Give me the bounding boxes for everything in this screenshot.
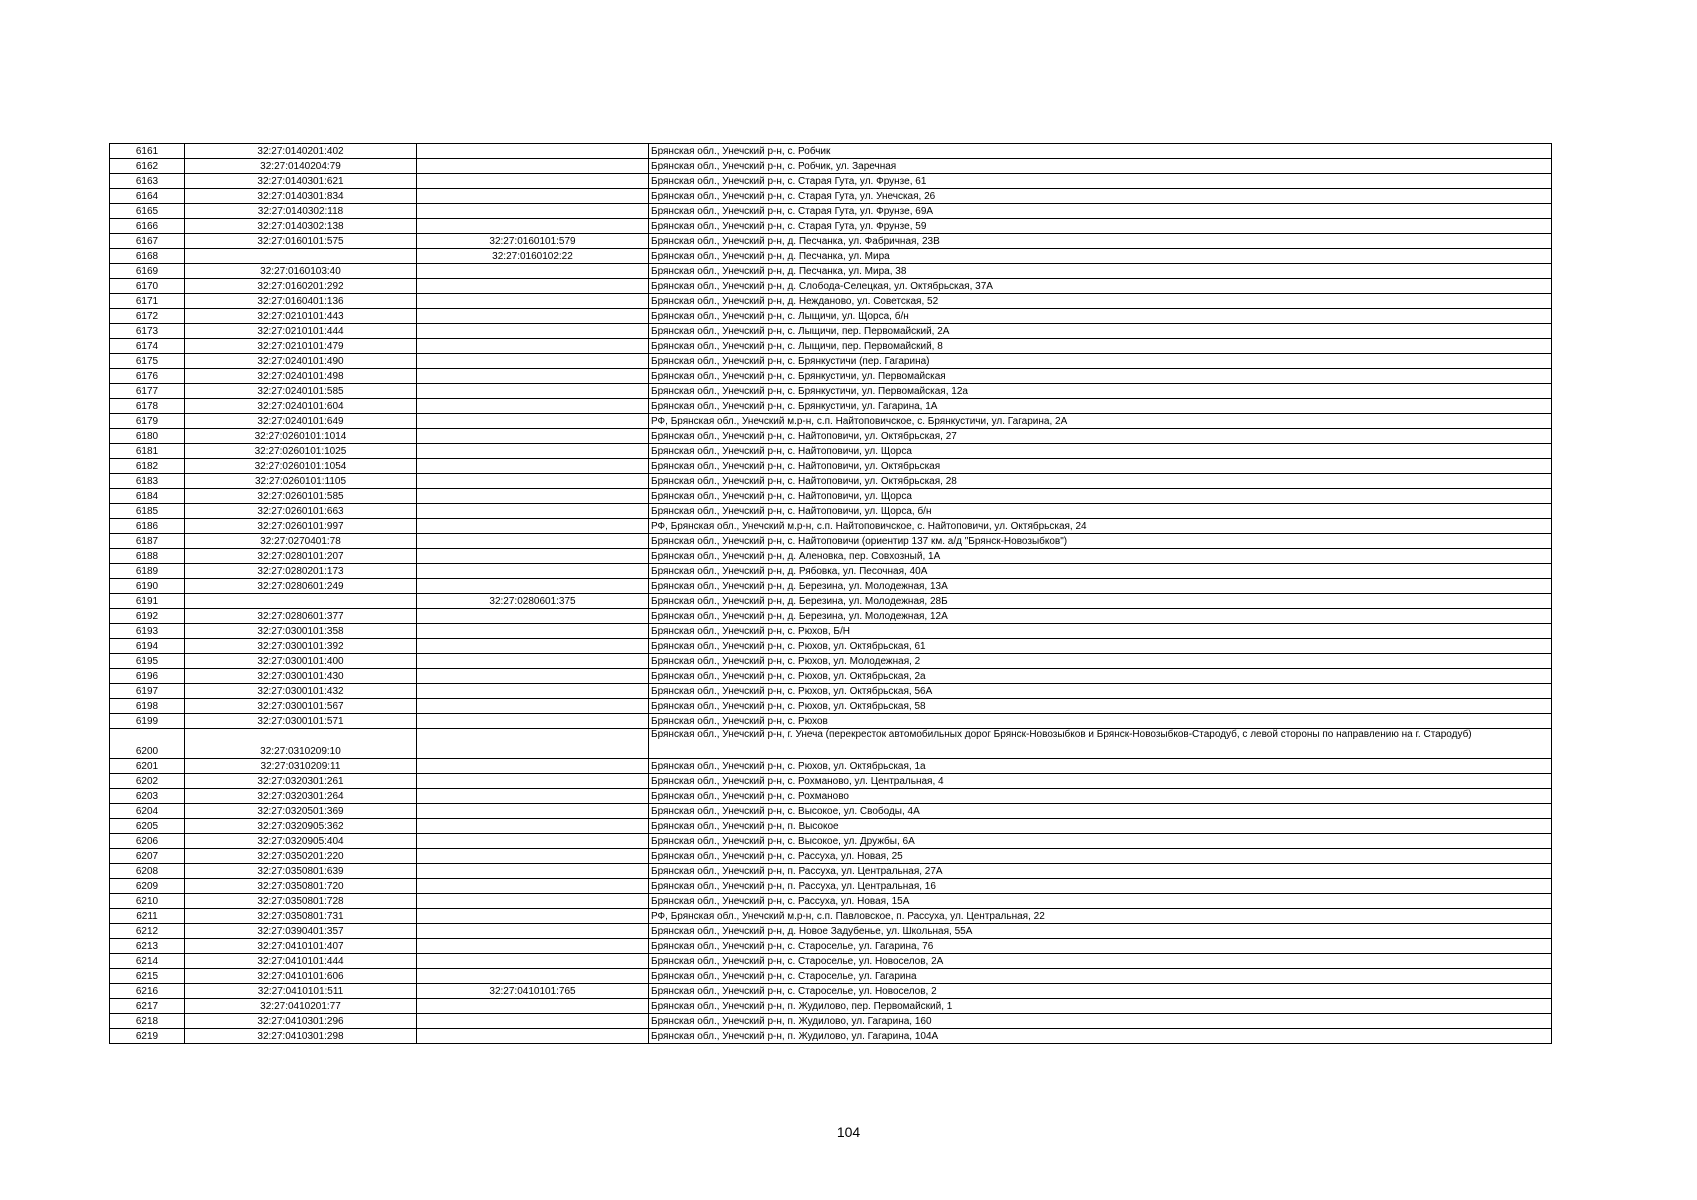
table-row: [110, 444, 1552, 459]
address-cell: Брянская обл., Унечский р-н, с. Лыщичи, пер. Первомайский, 2А: [649, 324, 1552, 339]
row-number-cell: 6167: [110, 234, 185, 249]
cadastral-number-cell: 32:27:0320905:404: [185, 834, 417, 849]
address-cell: Брянская обл., Унечский р-н, п. Жудилово, ул. Гагарина, 160: [649, 1014, 1552, 1029]
table-row: [110, 819, 1552, 834]
address-cell: Брянская обл., Унечский р-н, д. Слобода-Селецкая, ул. Октябрьская, 37А: [649, 279, 1552, 294]
row-number-cell: 6208: [110, 864, 185, 879]
table-row: [110, 219, 1552, 234]
cadastral-number-cell: 32:27:0350801:639: [185, 864, 417, 879]
cadastral-number-cell: 32:27:0320301:264: [185, 789, 417, 804]
secondary-cadastral-number-cell: [417, 684, 649, 699]
secondary-cadastral-number-cell: [417, 264, 649, 279]
address-cell: Брянская обл., Унечский р-н, д. Березина, ул. Молодежная, 12А: [649, 609, 1552, 624]
address-cell: Брянская обл., Унечский р-н, п. Рассуха, ул. Центральная, 27А: [649, 864, 1552, 879]
secondary-cadastral-number-cell: [417, 444, 649, 459]
registry-table: [109, 143, 1552, 1044]
secondary-cadastral-number-cell: [417, 654, 649, 669]
secondary-cadastral-number-cell: [417, 729, 649, 759]
row-number-cell: 6165: [110, 204, 185, 219]
table-row: [110, 1014, 1552, 1029]
address-cell: Брянская обл., Унечский р-н, с. Староселье, ул. Гагарина, 76: [649, 939, 1552, 954]
row-number-cell: 6209: [110, 879, 185, 894]
table-row: [110, 594, 1552, 609]
page-number: 104: [836, 1124, 861, 1140]
address-cell: Брянская обл., Унечский р-н, с. Рюхов, ул. Молодежная, 2: [649, 654, 1552, 669]
row-number-cell: 6212: [110, 924, 185, 939]
secondary-cadastral-number-cell: [417, 309, 649, 324]
cadastral-number-cell: 32:27:0160103:40: [185, 264, 417, 279]
registry-table-body: [110, 144, 1552, 1044]
address-cell: Брянская обл., Унечский р-н, д. Рябовка, ул. Песочная, 40А: [649, 564, 1552, 579]
cadastral-number-cell: 32:27:0240101:490: [185, 354, 417, 369]
cadastral-number-cell: 32:27:0300101:567: [185, 699, 417, 714]
row-number-cell: 6179: [110, 414, 185, 429]
cadastral-number-cell: 32:27:0300101:430: [185, 669, 417, 684]
secondary-cadastral-number-cell: [417, 939, 649, 954]
address-cell: Брянская обл., Унечский р-н, с. Найтоповичи, ул. Октябрьская, 27: [649, 429, 1552, 444]
secondary-cadastral-number-cell: [417, 474, 649, 489]
secondary-cadastral-number-cell: 32:27:0410101:765: [417, 984, 649, 999]
table-row: [110, 279, 1552, 294]
table-row: [110, 969, 1552, 984]
cadastral-number-cell: 32:27:0260101:1014: [185, 429, 417, 444]
address-cell: Брянская обл., Унечский р-н, с. Рюхов, ул. Октябрьская, 58: [649, 699, 1552, 714]
cadastral-number-cell: 32:27:0280601:377: [185, 609, 417, 624]
row-number-cell: 6203: [110, 789, 185, 804]
table-row: [110, 699, 1552, 714]
table-row: [110, 849, 1552, 864]
table-row: [110, 579, 1552, 594]
secondary-cadastral-number-cell: [417, 759, 649, 774]
cadastral-number-cell: 32:27:0300101:432: [185, 684, 417, 699]
row-number-cell: 6183: [110, 474, 185, 489]
address-cell: Брянская обл., Унечский р-н, г. Унеча (перекресток автомобильных дорог Брянск-Новозыбков и Брянск-Новозыбков-Стародуб, с левой стороны по направлению на г. Стародуб): [649, 729, 1552, 759]
address-cell: Брянская обл., Унечский р-н, п. Жудилово, пер. Первомайский, 1: [649, 999, 1552, 1014]
table-row: [110, 669, 1552, 684]
address-cell: Брянская обл., Унечский р-н, с. Рюхов: [649, 714, 1552, 729]
cadastral-number-cell: [185, 249, 417, 264]
address-cell: Брянская обл., Унечский р-н, с. Найтоповичи, ул. Октябрьская: [649, 459, 1552, 474]
table-row: [110, 159, 1552, 174]
row-number-cell: 6213: [110, 939, 185, 954]
table-row: [110, 549, 1552, 564]
address-cell: Брянская обл., Унечский р-н, д. Березина, ул. Молодежная, 13А: [649, 579, 1552, 594]
address-cell: Брянская обл., Унечский р-н, д. Песчанка, ул. Фабричная, 23В: [649, 234, 1552, 249]
cadastral-number-cell: 32:27:0410101:606: [185, 969, 417, 984]
secondary-cadastral-number-cell: [417, 144, 649, 159]
address-cell: Брянская обл., Унечский р-н, с. Брянкустичи (пер. Гагарина): [649, 354, 1552, 369]
table-row: [110, 294, 1552, 309]
address-cell: Брянская обл., Унечский р-н, д. Березина, ул. Молодежная, 28Б: [649, 594, 1552, 609]
row-number-cell: 6197: [110, 684, 185, 699]
cadastral-number-cell: 32:27:0260101:663: [185, 504, 417, 519]
cadastral-number-cell: 32:27:0280101:207: [185, 549, 417, 564]
cadastral-number-cell: 32:27:0300101:571: [185, 714, 417, 729]
address-cell: Брянская обл., Унечский р-н, д. Песчанка, ул. Мира, 38: [649, 264, 1552, 279]
secondary-cadastral-number-cell: [417, 384, 649, 399]
row-number-cell: 6217: [110, 999, 185, 1014]
row-number-cell: 6195: [110, 654, 185, 669]
row-number-cell: 6176: [110, 369, 185, 384]
row-number-cell: 6206: [110, 834, 185, 849]
address-cell: Брянская обл., Унечский р-н, с. Старая Гута, ул. Унечская, 26: [649, 189, 1552, 204]
row-number-cell: 6175: [110, 354, 185, 369]
secondary-cadastral-number-cell: [417, 834, 649, 849]
row-number-cell: 6193: [110, 624, 185, 639]
cadastral-number-cell: 32:27:0350801:728: [185, 894, 417, 909]
secondary-cadastral-number-cell: [417, 174, 649, 189]
table-row: [110, 249, 1552, 264]
address-cell: Брянская обл., Унечский р-н, с. Найтоповичи, ул. Щорса: [649, 444, 1552, 459]
secondary-cadastral-number-cell: [417, 864, 649, 879]
row-number-cell: 6188: [110, 549, 185, 564]
secondary-cadastral-number-cell: [417, 609, 649, 624]
cadastral-number-cell: 32:27:0260101:1025: [185, 444, 417, 459]
table-row: [110, 624, 1552, 639]
row-number-cell: 6169: [110, 264, 185, 279]
row-number-cell: 6194: [110, 639, 185, 654]
address-cell: Брянская обл., Унечский р-н, д. Аленовка, пер. Совхозный, 1А: [649, 549, 1552, 564]
row-number-cell: 6215: [110, 969, 185, 984]
cadastral-number-cell: 32:27:0260101:1105: [185, 474, 417, 489]
cadastral-number-cell: 32:27:0320501:369: [185, 804, 417, 819]
row-number-cell: 6170: [110, 279, 185, 294]
row-number-cell: 6211: [110, 909, 185, 924]
table-row: [110, 654, 1552, 669]
row-number-cell: 6168: [110, 249, 185, 264]
table-row: [110, 234, 1552, 249]
cadastral-number-cell: 32:27:0410301:296: [185, 1014, 417, 1029]
cadastral-number-cell: 32:27:0240101:498: [185, 369, 417, 384]
address-cell: Брянская обл., Унечский р-н, с. Рюхов, ул. Октябрьская, 2а: [649, 669, 1552, 684]
row-number-cell: 6216: [110, 984, 185, 999]
address-cell: Брянская обл., Унечский р-н, с. Староселье, ул. Гагарина: [649, 969, 1552, 984]
secondary-cadastral-number-cell: [417, 909, 649, 924]
address-cell: Брянская обл., Унечский р-н, с. Рюхов, ул. Октябрьская, 56А: [649, 684, 1552, 699]
secondary-cadastral-number-cell: [417, 399, 649, 414]
secondary-cadastral-number-cell: 32:27:0160102:22: [417, 249, 649, 264]
row-number-cell: 6200: [110, 729, 185, 759]
address-cell: Брянская обл., Унечский р-н, с. Рюхов, ул. Октябрьская, 1а: [649, 759, 1552, 774]
table-row: [110, 924, 1552, 939]
cadastral-number-cell: 32:27:0140201:402: [185, 144, 417, 159]
address-cell: Брянская обл., Унечский р-н, с. Старая Гута, ул. Фрунзе, 59: [649, 219, 1552, 234]
secondary-cadastral-number-cell: [417, 294, 649, 309]
cadastral-number-cell: 32:27:0350801:731: [185, 909, 417, 924]
cadastral-number-cell: 32:27:0270401:78: [185, 534, 417, 549]
table-row: [110, 144, 1552, 159]
cadastral-number-cell: 32:27:0140302:118: [185, 204, 417, 219]
table-row: [110, 204, 1552, 219]
row-number-cell: 6174: [110, 339, 185, 354]
table-row: [110, 369, 1552, 384]
table-row: [110, 489, 1552, 504]
table-row: [110, 909, 1552, 924]
address-cell: Брянская обл., Унечский р-н, д. Нежданово, ул. Советская, 52: [649, 294, 1552, 309]
row-number-cell: 6219: [110, 1029, 185, 1044]
address-cell: Брянская обл., Унечский р-н, с. Рохманово: [649, 789, 1552, 804]
secondary-cadastral-number-cell: [417, 339, 649, 354]
address-cell: Брянская обл., Унечский р-н, п. Жудилово, ул. Гагарина, 104А: [649, 1029, 1552, 1044]
secondary-cadastral-number-cell: [417, 669, 649, 684]
cadastral-number-cell: 32:27:0240101:649: [185, 414, 417, 429]
address-cell: Брянская обл., Унечский р-н, с. Рохманово, ул. Центральная, 4: [649, 774, 1552, 789]
table-row: [110, 564, 1552, 579]
cadastral-number-cell: 32:27:0280201:173: [185, 564, 417, 579]
row-number-cell: 6189: [110, 564, 185, 579]
row-number-cell: 6196: [110, 669, 185, 684]
cadastral-number-cell: 32:27:0310209:11: [185, 759, 417, 774]
cadastral-number-cell: 32:27:0390401:357: [185, 924, 417, 939]
table-row: [110, 834, 1552, 849]
row-number-cell: 6164: [110, 189, 185, 204]
table-row: [110, 324, 1552, 339]
secondary-cadastral-number-cell: [417, 279, 649, 294]
secondary-cadastral-number-cell: [417, 714, 649, 729]
cadastral-number-cell: 32:27:0240101:585: [185, 384, 417, 399]
secondary-cadastral-number-cell: [417, 414, 649, 429]
cadastral-number-cell: 32:27:0140204:79: [185, 159, 417, 174]
row-number-cell: 6190: [110, 579, 185, 594]
table-row: [110, 804, 1552, 819]
address-cell: Брянская обл., Унечский р-н, с. Брянкустичи, ул. Первомайская: [649, 369, 1552, 384]
address-cell: Брянская обл., Унечский р-н, с. Старая Гута, ул. Фрунзе, 69А: [649, 204, 1552, 219]
row-number-cell: 6204: [110, 804, 185, 819]
cadastral-number-cell: 32:27:0240101:604: [185, 399, 417, 414]
row-number-cell: 6202: [110, 774, 185, 789]
table-row: [110, 399, 1552, 414]
secondary-cadastral-number-cell: [417, 1014, 649, 1029]
address-cell: Брянская обл., Унечский р-н, с. Рассуха, ул. Новая, 25: [649, 849, 1552, 864]
table-row: [110, 459, 1552, 474]
secondary-cadastral-number-cell: [417, 549, 649, 564]
table-row: [110, 354, 1552, 369]
secondary-cadastral-number-cell: [417, 354, 649, 369]
cadastral-number-cell: 32:27:0310209:10: [185, 729, 417, 759]
secondary-cadastral-number-cell: [417, 849, 649, 864]
address-cell: Брянская обл., Унечский р-н, с. Рюхов, ул. Октябрьская, 61: [649, 639, 1552, 654]
table-row: [110, 879, 1552, 894]
address-cell: Брянская обл., Унечский р-н, п. Высокое: [649, 819, 1552, 834]
table-row: [110, 1029, 1552, 1044]
row-number-cell: 6199: [110, 714, 185, 729]
address-cell: Брянская обл., Унечский р-н, д. Песчанка, ул. Мира: [649, 249, 1552, 264]
row-number-cell: 6182: [110, 459, 185, 474]
table-row: [110, 384, 1552, 399]
secondary-cadastral-number-cell: [417, 459, 649, 474]
address-cell: Брянская обл., Унечский р-н, с. Староселье, ул. Новоселов, 2: [649, 984, 1552, 999]
secondary-cadastral-number-cell: [417, 774, 649, 789]
table-row: [110, 774, 1552, 789]
row-number-cell: 6163: [110, 174, 185, 189]
row-number-cell: 6207: [110, 849, 185, 864]
address-cell: РФ, Брянская обл., Унечский м.р-н, с.п. Найтоповичское, с. Брянкустичи, ул. Гагарина, 2А: [649, 414, 1552, 429]
secondary-cadastral-number-cell: [417, 204, 649, 219]
cadastral-number-cell: [185, 594, 417, 609]
row-number-cell: 6210: [110, 894, 185, 909]
cadastral-number-cell: 32:27:0260101:1054: [185, 459, 417, 474]
secondary-cadastral-number-cell: [417, 189, 649, 204]
table-row: [110, 309, 1552, 324]
table-row: [110, 264, 1552, 279]
table-row: [110, 984, 1552, 999]
table-row: [110, 864, 1552, 879]
table-row: [110, 939, 1552, 954]
table-row: [110, 954, 1552, 969]
row-number-cell: 6177: [110, 384, 185, 399]
table-row: [110, 339, 1552, 354]
address-cell: Брянская обл., Унечский р-н, с. Найтоповичи, ул. Октябрьская, 28: [649, 474, 1552, 489]
cadastral-number-cell: 32:27:0140301:621: [185, 174, 417, 189]
address-cell: Брянская обл., Унечский р-н, с. Рассуха, ул. Новая, 15А: [649, 894, 1552, 909]
secondary-cadastral-number-cell: [417, 954, 649, 969]
row-number-cell: 6162: [110, 159, 185, 174]
secondary-cadastral-number-cell: [417, 969, 649, 984]
row-number-cell: 6192: [110, 609, 185, 624]
row-number-cell: 6178: [110, 399, 185, 414]
row-number-cell: 6166: [110, 219, 185, 234]
table-row: [110, 474, 1552, 489]
address-cell: Брянская обл., Унечский р-н, с. Староселье, ул. Новоселов, 2А: [649, 954, 1552, 969]
cadastral-number-cell: 32:27:0410201:77: [185, 999, 417, 1014]
address-cell: Брянская обл., Унечский р-н, с. Высокое, ул. Дружбы, 6А: [649, 834, 1552, 849]
secondary-cadastral-number-cell: 32:27:0280601:375: [417, 594, 649, 609]
secondary-cadastral-number-cell: [417, 219, 649, 234]
secondary-cadastral-number-cell: [417, 324, 649, 339]
secondary-cadastral-number-cell: [417, 159, 649, 174]
address-cell: Брянская обл., Унечский р-н, с. Высокое, ул. Свободы, 4А: [649, 804, 1552, 819]
row-number-cell: 6184: [110, 489, 185, 504]
address-cell: Брянская обл., Унечский р-н, с. Брянкустичи, ул. Первомайская, 12а: [649, 384, 1552, 399]
secondary-cadastral-number-cell: [417, 624, 649, 639]
cadastral-number-cell: 32:27:0260101:585: [185, 489, 417, 504]
cadastral-number-cell: 32:27:0160201:292: [185, 279, 417, 294]
cadastral-number-cell: 32:27:0410301:298: [185, 1029, 417, 1044]
address-cell: Брянская обл., Унечский р-н, с. Рюхов, Б/Н: [649, 624, 1552, 639]
cadastral-number-cell: 32:27:0280601:249: [185, 579, 417, 594]
row-number-cell: 6214: [110, 954, 185, 969]
address-cell: Брянская обл., Унечский р-н, с. Старая Гута, ул. Фрунзе, 61: [649, 174, 1552, 189]
address-cell: Брянская обл., Унечский р-н, с. Лыщичи, пер. Первомайский, 8: [649, 339, 1552, 354]
secondary-cadastral-number-cell: [417, 879, 649, 894]
table-row: [110, 894, 1552, 909]
secondary-cadastral-number-cell: [417, 579, 649, 594]
cadastral-number-cell: 32:27:0410101:444: [185, 954, 417, 969]
table-row: [110, 534, 1552, 549]
secondary-cadastral-number-cell: [417, 429, 649, 444]
cadastral-number-cell: 32:27:0300101:392: [185, 639, 417, 654]
secondary-cadastral-number-cell: [417, 924, 649, 939]
secondary-cadastral-number-cell: [417, 369, 649, 384]
row-number-cell: 6185: [110, 504, 185, 519]
secondary-cadastral-number-cell: [417, 564, 649, 579]
cadastral-number-cell: 32:27:0210101:479: [185, 339, 417, 354]
row-number-cell: 6180: [110, 429, 185, 444]
address-cell: Брянская обл., Унечский р-н, с. Найтоповичи (ориентир 137 км. а/д "Брянск-Новозыбков"): [649, 534, 1552, 549]
secondary-cadastral-number-cell: 32:27:0160101:579: [417, 234, 649, 249]
cadastral-number-cell: 32:27:0140301:834: [185, 189, 417, 204]
address-cell: Брянская обл., Унечский р-н, д. Новое Задубенье, ул. Школьная, 55А: [649, 924, 1552, 939]
table-row: [110, 729, 1552, 759]
table-row: [110, 174, 1552, 189]
table-row: [110, 684, 1552, 699]
secondary-cadastral-number-cell: [417, 1029, 649, 1044]
secondary-cadastral-number-cell: [417, 639, 649, 654]
cadastral-number-cell: 32:27:0300101:358: [185, 624, 417, 639]
cadastral-number-cell: 32:27:0350801:720: [185, 879, 417, 894]
table-row: [110, 789, 1552, 804]
secondary-cadastral-number-cell: [417, 534, 649, 549]
secondary-cadastral-number-cell: [417, 489, 649, 504]
row-number-cell: 6191: [110, 594, 185, 609]
table-row: [110, 714, 1552, 729]
table-row: [110, 519, 1552, 534]
row-number-cell: 6161: [110, 144, 185, 159]
cadastral-number-cell: 32:27:0260101:997: [185, 519, 417, 534]
table-row: [110, 639, 1552, 654]
secondary-cadastral-number-cell: [417, 789, 649, 804]
cadastral-number-cell: 32:27:0160101:575: [185, 234, 417, 249]
row-number-cell: 6172: [110, 309, 185, 324]
secondary-cadastral-number-cell: [417, 894, 649, 909]
row-number-cell: 6198: [110, 699, 185, 714]
cadastral-number-cell: 32:27:0210101:444: [185, 324, 417, 339]
address-cell: Брянская обл., Унечский р-н, с. Робчик, ул. Заречная: [649, 159, 1552, 174]
address-cell: Брянская обл., Унечский р-н, с. Брянкустичи, ул. Гагарина, 1А: [649, 399, 1552, 414]
address-cell: Брянская обл., Унечский р-н, п. Рассуха, ул. Центральная, 16: [649, 879, 1552, 894]
table-row: [110, 759, 1552, 774]
secondary-cadastral-number-cell: [417, 504, 649, 519]
secondary-cadastral-number-cell: [417, 819, 649, 834]
cadastral-number-cell: 32:27:0300101:400: [185, 654, 417, 669]
row-number-cell: 6186: [110, 519, 185, 534]
cadastral-number-cell: 32:27:0350201:220: [185, 849, 417, 864]
cadastral-number-cell: 32:27:0410101:511: [185, 984, 417, 999]
row-number-cell: 6173: [110, 324, 185, 339]
row-number-cell: 6205: [110, 819, 185, 834]
address-cell: Брянская обл., Унечский р-н, с. Найтоповичи, ул. Щорса: [649, 489, 1552, 504]
secondary-cadastral-number-cell: [417, 699, 649, 714]
address-cell: РФ, Брянская обл., Унечский м.р-н, с.п. Павловское, п. Рассуха, ул. Центральная, 22: [649, 909, 1552, 924]
cadastral-number-cell: 32:27:0410101:407: [185, 939, 417, 954]
table-row: [110, 429, 1552, 444]
table-row: [110, 504, 1552, 519]
secondary-cadastral-number-cell: [417, 999, 649, 1014]
secondary-cadastral-number-cell: [417, 804, 649, 819]
table-row: [110, 609, 1552, 624]
table-row: [110, 189, 1552, 204]
row-number-cell: 6218: [110, 1014, 185, 1029]
cadastral-number-cell: 32:27:0210101:443: [185, 309, 417, 324]
address-cell: Брянская обл., Унечский р-н, с. Найтоповичи, ул. Щорса, б/н: [649, 504, 1552, 519]
row-number-cell: 6187: [110, 534, 185, 549]
row-number-cell: 6171: [110, 294, 185, 309]
cadastral-number-cell: 32:27:0320905:362: [185, 819, 417, 834]
cadastral-number-cell: 32:27:0160401:136: [185, 294, 417, 309]
address-cell: Брянская обл., Унечский р-н, с. Лыщичи, ул. Щорса, б/н: [649, 309, 1552, 324]
secondary-cadastral-number-cell: [417, 519, 649, 534]
row-number-cell: 6181: [110, 444, 185, 459]
address-cell: РФ, Брянская обл., Унечский м.р-н, с.п. Найтоповичское, с. Найтоповичи, ул. Октябрьская, 24: [649, 519, 1552, 534]
address-cell: Брянская обл., Унечский р-н, с. Робчик: [649, 144, 1552, 159]
row-number-cell: 6201: [110, 759, 185, 774]
table-row: [110, 999, 1552, 1014]
cadastral-number-cell: 32:27:0140302:138: [185, 219, 417, 234]
table-row: [110, 414, 1552, 429]
cadastral-number-cell: 32:27:0320301:261: [185, 774, 417, 789]
